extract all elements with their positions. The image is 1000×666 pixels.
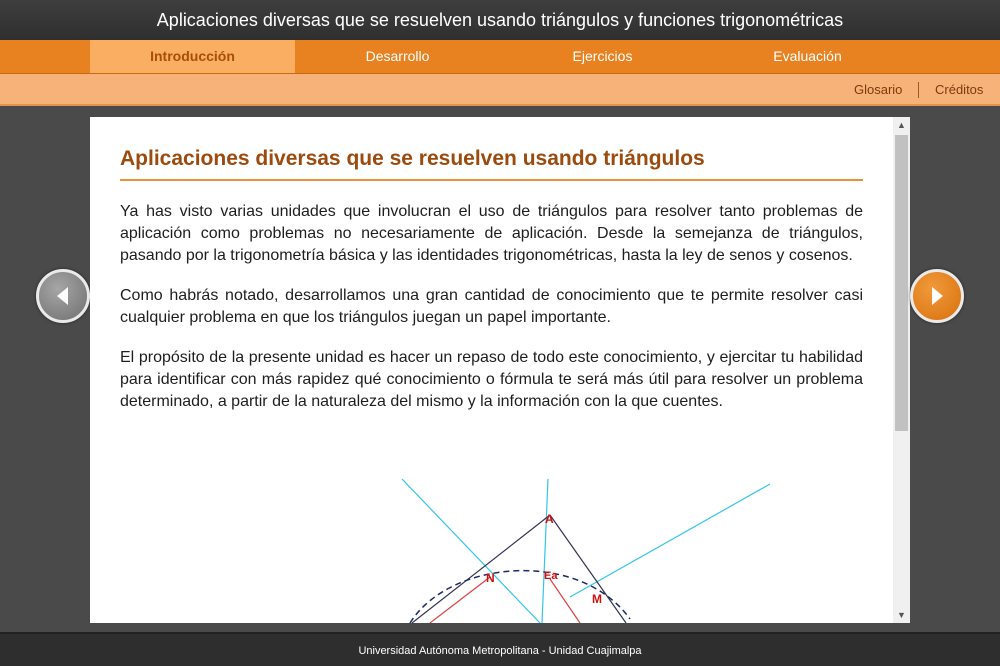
arrow-left-icon bbox=[53, 285, 73, 307]
next-page-button[interactable] bbox=[910, 269, 964, 323]
footer-credits: Universidad Autónoma Metropolitana - Unidad Cuajimalpa bbox=[0, 632, 1000, 666]
content-scrollbar[interactable] bbox=[893, 117, 910, 623]
tab-ejercicios[interactable]: Ejercicios bbox=[572, 48, 633, 64]
vertex-m-label: M bbox=[592, 592, 602, 606]
scroll-thumb[interactable] bbox=[895, 135, 908, 431]
paragraph-2: Como habrás notado, desarrollamos una gran cantidad de conocimiento que te permite resolver casi cualquier problema en que los triángulos juegan un papel importante. bbox=[120, 287, 863, 326]
scroll-up-icon[interactable]: ▲ bbox=[897, 120, 906, 130]
app-title: Aplicaciones diversas que se resuelven usando triángulos y funciones trigonométricas bbox=[0, 0, 1000, 40]
tab-introduccion[interactable]: Introducción bbox=[90, 40, 295, 73]
arrow-right-icon bbox=[927, 285, 947, 307]
paragraph-3: El propósito de la presente unidad es hacer un repaso de todo este conocimiento, y ejercitar tu habilidad para identificar con más rapidez qué conocimiento o fórmula te será más útil para resolver un problema determinado, a partir de la naturaleza del mismo y la información con la que cuentes. bbox=[120, 349, 863, 410]
nav-divider bbox=[918, 82, 919, 98]
scroll-down-icon[interactable]: ▼ bbox=[897, 610, 906, 620]
vertex-n-label: N bbox=[486, 571, 495, 585]
vertex-a-label: A bbox=[545, 512, 554, 526]
secondary-nav bbox=[0, 74, 1000, 106]
content-panel bbox=[90, 117, 910, 623]
credits-link[interactable]: Créditos bbox=[935, 82, 984, 97]
content-body bbox=[120, 147, 863, 413]
main-nav bbox=[0, 40, 1000, 74]
glossary-link[interactable]: Glosario bbox=[854, 82, 903, 97]
triangle-diagram bbox=[390, 479, 790, 623]
paragraph-1: Ya has visto varias unidades que involucran el uso de triángulos para resolver tanto problemas de aplicación como problemas no necesariamente de aplicación. Desde la semejanza de triángulos, pasando por la trigonometría básica y las identidades trigonométricas, hasta la ley de senos y cosenos. bbox=[120, 203, 863, 264]
previous-page-button[interactable] bbox=[36, 269, 90, 323]
tab-evaluacion[interactable]: Evaluación bbox=[773, 48, 842, 64]
tab-desarrollo[interactable]: Desarrollo bbox=[365, 48, 430, 64]
page-heading: Aplicaciones diversas que se resuelven usando triángulos bbox=[120, 147, 863, 181]
point-ea-label: Ea bbox=[544, 570, 558, 582]
